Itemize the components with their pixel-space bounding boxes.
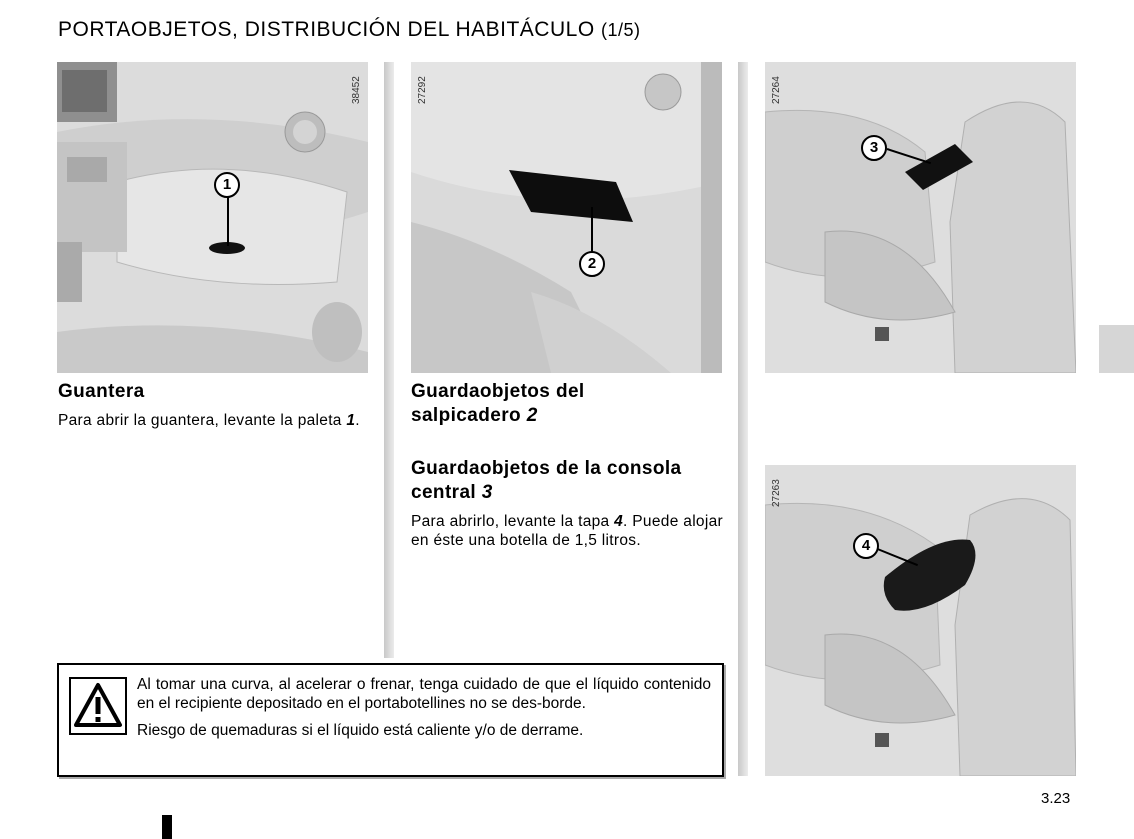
callout-leader [591, 207, 593, 252]
callout-leader [227, 196, 229, 246]
warning-box [57, 663, 724, 777]
section-tab [1099, 325, 1134, 373]
dashboard-storage-illustration [411, 62, 722, 373]
glovebox-illustration [57, 62, 368, 373]
console-storage-illustration [765, 62, 1076, 373]
figure-glovebox [57, 62, 368, 373]
warning-paragraph-1: Al tomar una curva, al acelerar o frenar, tenga cuidado de que el líquido contenido en el recipiente depositado en el portabotellines no se des-borde. [137, 676, 711, 712]
console-heading-line2: central [411, 482, 482, 503]
callout-2: 2 [579, 251, 605, 277]
figure-ref-number: 38452 [351, 76, 362, 104]
page-number: 3.23 [1041, 790, 1071, 807]
figure-console-lid [765, 465, 1076, 776]
glovebox-text [58, 411, 368, 430]
console-heading-ref: 3 [481, 482, 493, 503]
figure-ref-number: 27263 [771, 479, 782, 507]
dashboard-heading-line1: Guardaobjetos del [411, 381, 585, 402]
dashboard-heading-line2: salpicadero [411, 405, 527, 426]
glovebox-heading: Guantera [58, 381, 145, 402]
dashboard-heading-ref: 2 [526, 405, 538, 426]
console-text-end: . Puede alojar en éste una botella de 1,5 litros. [411, 513, 723, 549]
console-heading [411, 457, 682, 505]
figure-console-storage [765, 62, 1076, 373]
callout-1: 1 [214, 172, 240, 198]
warning-triangle-icon [69, 677, 127, 735]
page-title-part: (1/5) [601, 20, 641, 40]
page-title-text: PORTAOBJETOS, DISTRIBUCIÓN DEL HABITÁCULO [58, 18, 595, 41]
figure-ref-number: 27264 [771, 76, 782, 104]
dashboard-heading [411, 380, 585, 428]
console-text [411, 512, 723, 550]
console-text-main: Para abrirlo, levante la tapa [411, 513, 615, 530]
figure-ref-number: 27292 [417, 76, 428, 104]
console-text-ref: 4 [614, 513, 624, 530]
callout-4: 4 [853, 533, 879, 559]
edge-marker [162, 815, 172, 839]
warning-text [137, 675, 711, 740]
glovebox-text-end: . [355, 412, 360, 429]
warning-paragraph-2: Riesgo de quemaduras si el líquido está caliente y/o de derrame. [137, 722, 584, 739]
callout-3: 3 [861, 135, 887, 161]
column-divider [384, 62, 394, 658]
glovebox-text-ref: 1 [346, 412, 356, 429]
page-title [58, 18, 641, 42]
column-divider [738, 62, 748, 776]
figure-dashboard-storage [411, 62, 722, 373]
console-heading-line1: Guardaobjetos de la consola [411, 458, 682, 479]
glovebox-text-main: Para abrir la guantera, levante la paleta [58, 412, 347, 429]
console-lid-illustration [765, 465, 1076, 776]
